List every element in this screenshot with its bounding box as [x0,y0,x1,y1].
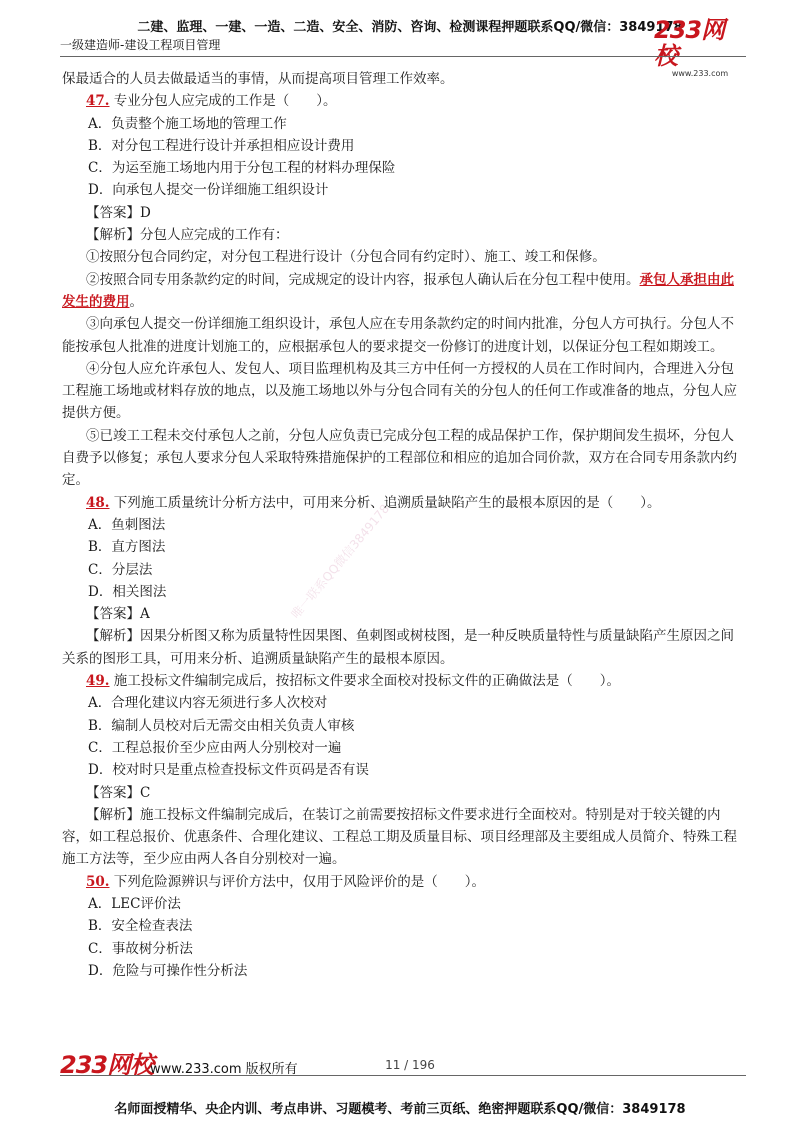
highlighted-text: 承包人承担由此发生的费用 [62,271,734,310]
option-d: D．向承包人提交一份详细施工组织设计 [88,182,329,199]
analysis-point-2-text: ②按照合同专用条款约定的时间，完成规定的设计内容，报承包人确认后在分包工程中使用。 [86,271,640,288]
watermark: 唯一联系QQ微信3849178 [288,501,393,622]
option-b: B．安全检查表法 [88,918,193,935]
footer-contact-line: 名师面授精华、央企内训、考点串讲、习题模考、考前三页纸、绝密押题联系QQ/微信：3849178 [114,1102,686,1117]
header-divider [60,56,746,57]
analysis-point-3: ③向承包人提交一份详细施工组织设计，承包人应在专用条款约定的时间内批准，分包人方可执行。分包人不能按承包人批准的进度计划施工的，应根据承包人的要求提交一份修订的进度计划，以保证分包工程如期竣工。 [62,316,734,355]
option-d: D．危险与可操作性分析法 [88,962,248,979]
analysis-point-2 [62,269,738,314]
option-a: A．负责整个施工场地的管理工作 [88,115,287,132]
footer-logo-text: 233网校 [60,1051,154,1079]
answer: 【答案】D [86,204,151,221]
brand-logo-url: www.233.com [671,69,729,78]
option-b: B．编制人员校对后无需交由相关负责人审核 [88,717,355,734]
option-d: D．相关图法 [88,583,167,600]
answer: 【答案】C [86,784,151,801]
document-subtitle: 一级建造师-建设工程项目管理 [60,38,221,52]
question-47 [62,90,738,112]
question-stem: 下列施工质量统计分析方法中，可用来分析、追溯质量缺陷产生的最根本原因的是（ ）。 [113,494,661,511]
page-number: 11 / 196 [385,1058,435,1072]
option-b: B．对分包工程进行设计并承担相应设计费用 [88,137,355,154]
brand-logo[interactable] [654,16,746,78]
header-contact-line: 二建、监理、一建、一造、二造、安全、消防、咨询、检测课程押题联系QQ/微信：3849178 [137,20,683,35]
question-48 [62,492,738,514]
option-c: C．事故树分析法 [88,940,193,957]
question-stem: 专业分包人应完成的工作是（ ）。 [113,93,337,110]
option-c: C．分层法 [88,561,153,578]
brand-logo-text: 233网校 [654,16,725,70]
question-stem: 施工投标文件编制完成后，按招标文件要求全面校对投标文件的正确做法是（ ）。 [113,673,621,690]
option-b: B．直方图法 [88,539,166,556]
footer-divider [60,1075,746,1076]
analysis: 【解析】因果分析图又称为质量特性因果图、鱼刺图或树枝图，是一种反映质量特性与质量缺陷产生原因之间关系的图形工具，可用来分析、追溯质量缺陷产生的最根本原因。 [62,628,734,667]
option-a: A．鱼刺图法 [88,516,166,533]
analysis: 【解析】施工投标文件编制完成后，在装订之前需要按招标文件要求进行全面校对。特别是对于较关键的内容，如工程总报价、优惠条件、合理化建议、工程总工期及质量目标、项目经理部及主要组成人员简介、特殊工程施工方法等，至少应由两人各自分别校对一遍。 [62,806,737,868]
option-c: C．工程总报价至少应由两人分别校对一遍 [88,739,342,756]
question-number: 47. [86,93,110,110]
question-number: 49. [86,673,110,690]
answer: 【答案】A [86,606,150,623]
option-d: D．校对时只是重点检查投标文件页码是否有误 [88,762,369,779]
intro-text: 保最适合的人员去做最适当的事情，从而提高项目管理工作效率。 [62,71,454,87]
analysis-point-2-end: 。 [129,293,143,310]
question-stem: 下列危险源辨识与评价方法中，仅用于风险评价的是（ ）。 [113,873,486,890]
question-number: 48. [86,494,110,511]
question-content [62,68,738,982]
option-a: A．合理化建议内容无须进行多人次校对 [88,695,328,712]
analysis-label: 【解析】分包人应完成的工作有： [86,227,289,244]
analysis-point-1: ①按照分包合同约定，对分包工程进行设计（分包合同有约定时）、施工、竣工和保修。 [86,249,606,266]
question-number: 50. [86,873,110,890]
analysis-point-5: ⑤已竣工工程未交付承包人之前，分包人应负责已完成分包工程的成品保护工作，保护期间发生损坏，分包人自费予以修复；承包人要求分包人采取特殊措施保护的工程部位和相应的追加合同价款，双方在合同专用条款内约定。 [62,427,737,489]
question-49 [62,670,738,692]
option-a: A．LEC评价法 [88,895,181,912]
footer-copyright: www.233.com 版权所有 [150,1062,298,1077]
analysis-point-4: ④分包人应允许承包人、发包人、项目监理机构及其三方中任何一方授权的人员在工作时间内，合理进入分包工程施工场地或材料存放的地点，以及施工场地以外与分包合同有关的分包人的任何工作或准备的地点，分包人应提供方便。 [62,360,737,422]
question-50 [62,871,738,893]
option-c: C．为运至施工场地内用于分包工程的材料办理保险 [88,160,396,177]
